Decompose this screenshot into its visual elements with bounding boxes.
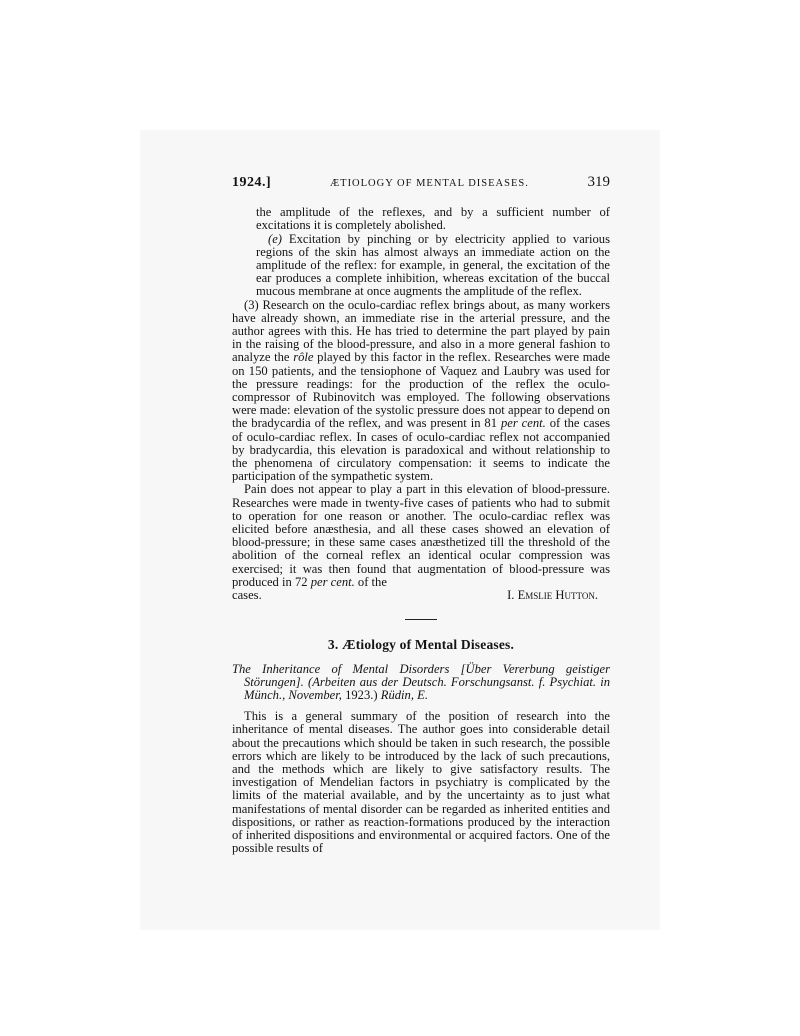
ref-title: The Inheritance of Mental Disorders (232, 661, 450, 676)
reference-citation (232, 663, 610, 703)
para3-text-b: played by this factor in the reflex. Researches were made on 150 patients, and the tensiophone of Vaquez and Laubry was used for the pressure readings: for the production of the reflex the oculo-compressor of Rubinovitch was employed. The following observations were made: elevation of the systolic pressure does not appear to depend on the bradycardia of the reflex, and was present in 81 (232, 350, 610, 431)
header-running-title: ÆTIOLOGY OF MENTAL DISEASES. (329, 178, 529, 189)
ref-german-title: [Über Vererbung geistiger Störungen]. (244, 661, 610, 689)
running-header (232, 176, 610, 190)
header-page-number: 319 (587, 174, 610, 190)
para4-text-b: of the (354, 574, 387, 589)
ref-source: (Arbeiten aus der Deutsch. Forschungsanst. f. Psychiat. in Münch., November, (244, 674, 611, 702)
para3-text-c: of the cases of oculo-cardiac reflex. In cases of oculo-cardiac reflex not accompanied by bradycardia, this elevation is paradoxical and without relationship to the phenomena of circulatory compensation: it seems to indicate the participation of the sympathetic system. (232, 416, 611, 484)
paragraph-3 (232, 299, 610, 484)
para3-role: rôle (293, 350, 314, 365)
section-heading: 3. Ætiology of Mental Diseases. (327, 637, 515, 653)
para3-text-a: (3) Research on the oculo-cardiac reflex brings about, as many workers have already shown, an immediate rise in the arterial pressure, and the author agrees with this. He has tried to determine the part played by pain in the raising of the blood-pressure, and also in a more general fashion to analyze the (232, 297, 610, 365)
item-label: (e) (268, 231, 282, 246)
author-signature: I. Emslie Hutton. (507, 588, 598, 603)
paragraph-5: This is a general summary of the position of research into the inheritance of mental diseases. The author goes into considerable detail about the precautions which should be taken in such research, the possible errors which are likely to be introduced by the lack of such precautions, and the methods which are likely to give satisfactory results. The investigation of Mendelian factors in psychiatry is complicated by the limits of the material available, and by the uncertainty as to just what manifestations of mental disorder can be regarded as inherited entities and dispositions, or rather as reaction-formations produced by the interaction of inherited dispositions and environmental or acquired factors. One of the possible results of (232, 709, 610, 856)
quote-line: the amplitude of the reflexes, and by a sufficient number of excitations it is completely abolished. (256, 205, 610, 233)
text-column (232, 176, 610, 855)
section-divider (405, 619, 437, 620)
para4-last-word: cases. (232, 588, 262, 603)
para3-per-cent: per cent. (500, 416, 546, 431)
ref-author: Rüdin, E. (380, 687, 428, 702)
para4-text-a: Pain does not appear to play a part in this elevation of blood-pressure. Researches were made in twenty-five cases of patients who had to submit to operation for one reason or another. The oculo-cardiac reflex was elicited before anæsthesia, and all these cases showed an elevation of blood-pressure; in these same cases anæsthetized till the threshold of the abolition of the corneal reflex an identical ocular compression was exercised; it was then found that augmentation of blood-pressure was produced in 72 (232, 482, 610, 589)
header-year: 1924.] (232, 175, 272, 190)
item-text: Excitation by pinching or by electricity applied to various regions of the skin has almost always an immediate action on the amplitude of the reflex: for example, in general, the excitation of the ear produces a complete inhibition, whereas excitation of the buccal mucous membrane at once augments the amplitude of the reflex. (256, 231, 610, 299)
ref-year: 1923.) (341, 687, 381, 702)
quoted-block (232, 206, 610, 298)
quote-item-e (256, 233, 610, 299)
paragraph-4 (232, 483, 610, 589)
signature-line (232, 589, 610, 602)
para4-per-cent: per cent. (310, 574, 355, 589)
